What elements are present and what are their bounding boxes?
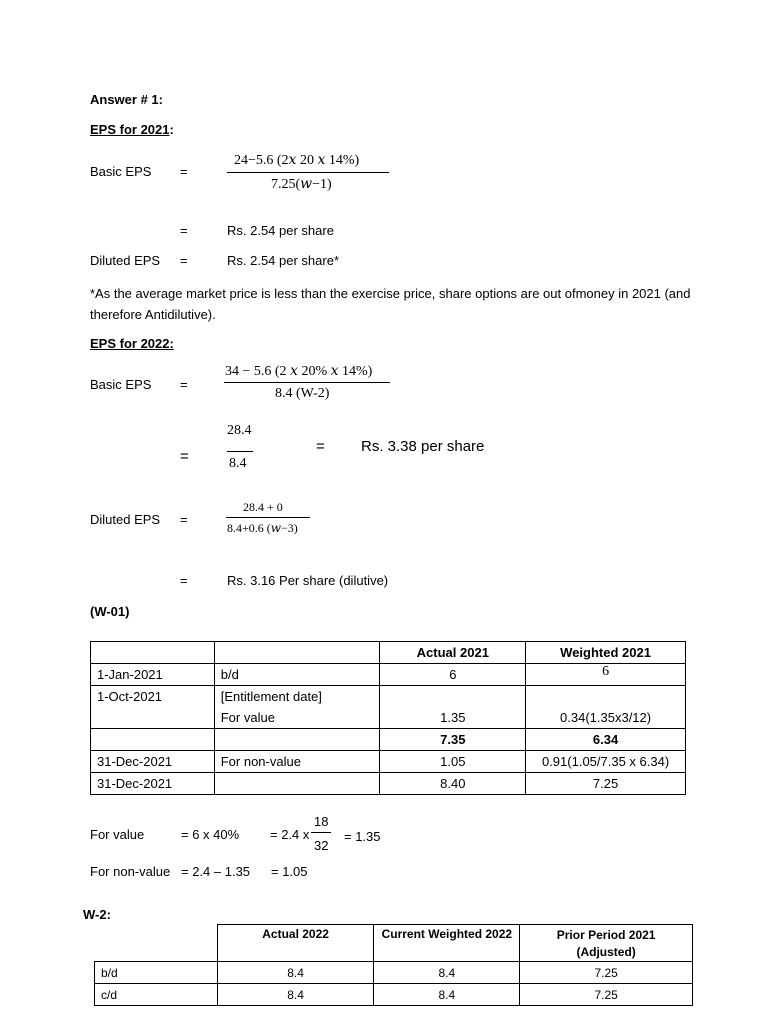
non-value-label: For non-value [90,864,171,879]
w2-header-cell: Current Weighted 2022 [374,925,520,962]
table-row [91,686,686,708]
table-cell: 8.40 [380,773,526,795]
table-cell [214,773,380,795]
table-cell: 31-Dec-2021 [91,751,215,773]
table-cell [91,707,215,729]
answer-heading: Answer # 1: [90,92,163,107]
eps-2021-diluted-result: Rs. 2.54 per share* [227,253,340,268]
table-cell: 7.25 [520,962,693,984]
for-value-result: = 1.35 [344,829,381,844]
table-cell: b/d [214,664,380,686]
table-row [91,664,686,686]
eps-2021-fraction-line [227,172,389,173]
non-value-result: = 1.05 [271,864,308,879]
eps-2022-result-eq: = [316,438,325,455]
w2-header-row [95,925,693,962]
table-row [91,751,686,773]
eps-2022-denominator: 8.4 (W-2) [275,386,330,401]
for-value-frac-line [311,832,331,833]
eps-2021-diluted-eq: = [180,253,188,268]
table-cell [526,686,686,708]
table-cell: 1.35 [380,707,526,729]
table-cell: c/d [95,984,218,1006]
table-cell: 6 [380,664,526,686]
eps-2021-diluted-label: Diluted EPS [90,253,161,268]
eps-2021-title-text: EPS for 2021 [90,122,170,137]
table-row [95,962,693,984]
eps-2022-diluted-result: Rs. 3.16 Per share (dilutive) [227,573,389,588]
table-cell: 6.34 [526,729,686,751]
for-value-frac-numerator: 18 [314,814,329,829]
table-cell: 1-Jan-2021 [91,664,215,686]
table-cell: [Entitlement date] [214,686,380,708]
eps-2022-frac2-numerator: 28.4 [227,423,252,438]
w2-table [94,924,693,1006]
eps-2021-basic-label: Basic EPS [90,164,152,179]
eps-2021-title-colon: : [169,122,174,137]
table-cell: 0.34(1.35x3/12) [526,707,686,729]
eps-2021-denominator: 7.25(𝑤−1) [271,177,332,192]
table-cell: 8.4 [217,962,374,984]
table-cell: 1.05 [380,751,526,773]
eps-2022-diluted-eq: = [180,512,188,527]
eps-2022-title: EPS for 2022: [90,336,174,351]
eps-2022-diluted-numerator: 28.4 + 0 [243,500,283,514]
table-cell: 0.91(1.05/7.35 x 6.34) [526,751,686,773]
eps-2022-diluted-denominator: 8.4+0.6 (𝑤−3) [227,521,298,535]
table-cell: 8.4 [374,984,520,1006]
table-cell: 6 [526,664,686,686]
table-cell [380,686,526,708]
table-cell: 7.25 [520,984,693,1006]
w2-header-cell: Actual 2022 [217,925,374,962]
eps-2022-diluted-line [226,517,310,518]
eps-2022-diluted-result-eq: = [180,573,188,588]
table-row [91,707,686,729]
w01-header-cell: Weighted 2021 [526,642,686,664]
w01-header-cell [214,642,380,664]
table-cell: 8.4 [374,962,520,984]
table-cell: 8.4 [217,984,374,1006]
eps-2022-frac2-line [227,451,253,452]
eps-2022-fraction-line [224,382,390,383]
w01-header-cell: Actual 2021 [380,642,526,664]
w2-header-cell [95,925,218,962]
table-cell: For value [214,707,380,729]
for-value-frac-denominator: 32 [314,838,329,853]
eps-2021-basic-result: Rs. 2.54 per share [227,223,334,238]
eps-2021-numerator: 24−5.6 (2𝑥 20 𝑥 14%) [234,153,360,168]
for-value-step1: = 6 x 40% [181,827,240,842]
eps-2022-diluted-label: Diluted EPS [90,512,161,527]
table-row [95,984,693,1006]
table-cell: 7.25 [526,773,686,795]
table-cell: b/d [95,962,218,984]
eps-2022-basic-result: Rs. 3.38 per share [361,438,485,455]
eps-2021-result-eq: = [180,223,188,238]
eps-2022-numerator: 34 − 5.6 (2 𝑥 20% 𝑥 14%) [225,364,373,379]
eps-2021-footnote: *As the average market price is less than the exercise price, share options are out ofmoney in 2021 (and therefore Antidilutive). [90,286,691,322]
eps-2022-basic-label: Basic EPS [90,377,152,392]
for-value-label: For value [90,827,145,842]
w01-header-cell [91,642,215,664]
w2-title: W-2: [83,907,111,922]
eps-2021-basic-eq: = [180,164,188,179]
w2-header-cell: Prior Period 2021 (Adjusted) [520,925,693,962]
table-row [91,773,686,795]
eps-2022-frac2-eq: = [180,448,189,465]
table-cell: For non-value [214,751,380,773]
table-cell: 7.35 [380,729,526,751]
eps-2022-frac2-denominator: 8.4 [229,456,247,471]
table-cell: 31-Dec-2021 [91,773,215,795]
eps-2021-title [90,122,174,137]
w01-title: (W-01) [90,604,130,619]
table-row [91,729,686,751]
table-cell [214,729,380,751]
eps-2022-basic-eq: = [180,377,188,392]
w01-table [90,641,686,795]
w01-header-row [91,642,686,664]
for-value-step2: = 2.4 x [270,827,310,842]
non-value-step1: = 2.4 – 1.35 [181,864,251,879]
table-cell: 1-Oct-2021 [91,686,215,708]
table-cell [91,729,215,751]
